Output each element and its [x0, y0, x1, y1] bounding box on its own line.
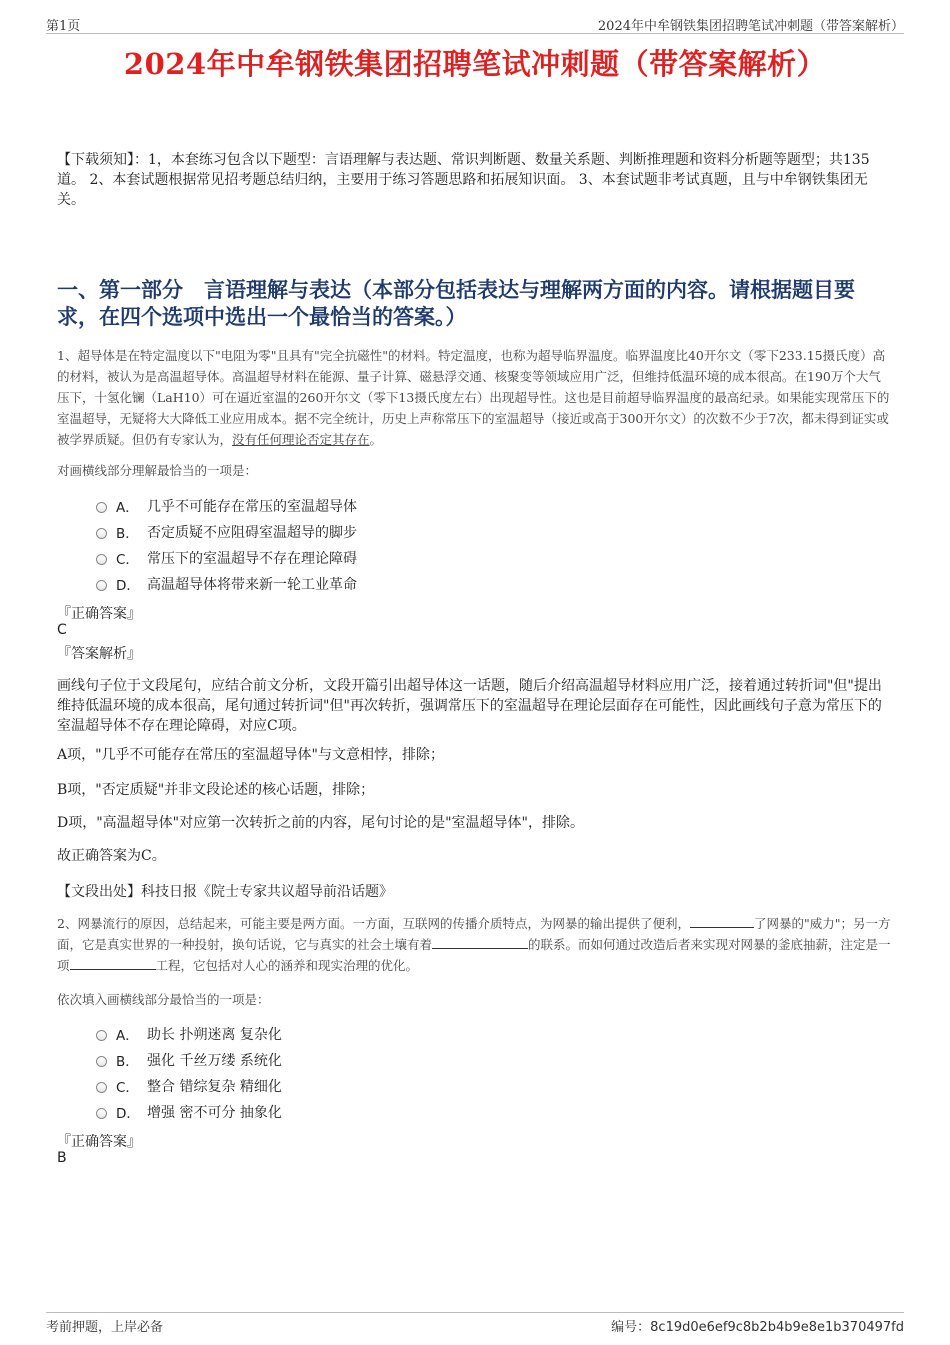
option-text: 助长 扑朔迷离 复杂化	[147, 1027, 282, 1043]
question-2-text: 的联系。而如何通过改造后者来实现对网暴的釜底抽薪，注定是一项	[57, 937, 891, 973]
radio-icon[interactable]	[96, 1030, 107, 1041]
option-letter: A．	[116, 500, 139, 516]
question-1-option-d[interactable]	[96, 573, 357, 595]
fill-blank-1	[690, 915, 754, 928]
question-1-passage	[57, 345, 892, 450]
radio-icon[interactable]	[96, 554, 107, 565]
question-1-analysis-paragraph: A项，"几乎不可能存在常压的室温超导体"与文意相悖，排除；	[57, 747, 444, 763]
question-1-option-a[interactable]	[96, 495, 357, 517]
option-letter: D．	[116, 578, 140, 594]
question-2-option-c[interactable]	[96, 1075, 282, 1097]
question-1-answer-label: 『正确答案』	[57, 606, 141, 622]
fill-blank-2	[432, 936, 528, 949]
option-text: 整合 错综复杂 精细化	[147, 1079, 282, 1095]
question-1-option-c[interactable]	[96, 547, 357, 569]
question-2-text: 工程，它包括对人心的涵养和现实治理的优化。	[155, 958, 419, 973]
download-notice: 【下载须知】：1，本套练习包含以下题型：言语理解与表达题、常识判断题、数量关系题、判断推理题和资料分析题等题型；共135道。 2、本套试题根据常见招考题总结归纳，主要用于练习答题思路和拓展知识面。 3、本套试题非考试真题，且与中牟钢铁集团无关。	[57, 152, 870, 208]
option-text: 否定质疑不应阻碍室温超导的脚步	[147, 525, 357, 541]
option-letter: C．	[116, 552, 139, 568]
question-2-text: 了网暴的"威力"；另一方面，它是真实世界的一种投射，换句话说，它与真实的社会土壤有着	[57, 916, 891, 952]
question-1-prompt: 对画横线部分理解最恰当的一项是：	[57, 463, 258, 478]
question-1-answer: C	[57, 622, 67, 638]
question-1-analysis-paragraph: 画线句子位于文段尾句，应结合前文分析，文段开篇引出超导体这一话题，随后介绍高温超导材料应用广泛，接着通过转折词"但"提出维持低温环境的成本很高，尾句通过转折词"但"再次转折，强调常压下的室温超导在理论层面存在可能性，因此画线句子意为常压下的室温超导体不存在理论障碍，对应C项。	[57, 678, 882, 734]
fill-blank-3	[70, 957, 156, 970]
option-letter: D．	[116, 1106, 140, 1122]
page-number: 第1页	[46, 19, 81, 34]
radio-icon[interactable]	[96, 580, 107, 591]
question-1-option-b[interactable]	[96, 521, 357, 543]
question-2-text: 2、网暴流行的原因，总结起来，可能主要是两方面。一方面，互联网的传播介质特点，为网暴的输出提供了便利，	[57, 916, 690, 931]
question-1-underlined-phrase: 没有任何理论否定其存在	[232, 432, 370, 447]
option-text: 增强 密不可分 抽象化	[147, 1105, 282, 1121]
question-1-text-end: 。	[369, 432, 383, 447]
radio-icon[interactable]	[96, 1082, 107, 1093]
document-code-value: 8c19d0e6ef9c8b2b4b9e8e1b370497fd	[650, 1320, 904, 1335]
option-text: 高温超导体将带来新一轮工业革命	[147, 577, 357, 593]
question-1-text: 1、超导体是在特定温度以下"电阻为零"且具有"完全抗磁性"的材料。特定温度，也称为超导临界温度。临界温度比40开尔文（零下233.15摄氏度）高的材料，被认为是高温超导体。高温超导材料在能源、量子计算、磁悬浮交通、核聚变等领域应用广泛，但维持低温环境的成本很高。在190万个大气压下，十氢化镧（LaH10）可在逼近室温的260开尔文（零下13摄氏度左右）出现超导性。这也是目前超导临界温度的最高纪录。如果能实现常压下的室温超导，无疑将大大降低工业应用成本。据不完全统计，历史上声称常压下的室温超导（接近或高于300开尔文）的次数不少于7次，都未得到证实或被学界质疑。但仍有专家认为，	[57, 348, 890, 447]
question-1-analysis-paragraph: B项，"否定质疑"并非文段论述的核心话题，排除；	[57, 782, 375, 798]
running-title: 2024年中牟钢铁集团招聘笔试冲刺题（带答案解析）	[597, 19, 904, 34]
option-text: 常压下的室温超导不存在理论障碍	[147, 551, 357, 567]
page-header	[46, 12, 904, 34]
option-letter: A．	[116, 1028, 139, 1044]
question-2-prompt: 依次填入画横线部分最恰当的一项是：	[57, 992, 270, 1007]
question-2-passage	[57, 913, 892, 976]
footer-slogan: 考前押题，上岸必备	[46, 1320, 164, 1335]
option-text: 强化 千丝万缕 系统化	[147, 1053, 282, 1069]
option-text: 几乎不可能存在常压的室温超导体	[147, 499, 357, 515]
document-code-label: 编号：	[611, 1320, 651, 1335]
section-heading: 一、第一部分 言语理解与表达（本部分包括表达与理解两方面的内容。请根据题目要求，在四个选项中选出一个最恰当的答案。）	[57, 277, 855, 329]
question-2-option-d[interactable]	[96, 1101, 282, 1123]
question-1-analysis-label: 『答案解析』	[57, 646, 141, 662]
document-code	[611, 1316, 904, 1335]
option-letter: B．	[116, 526, 139, 542]
radio-icon[interactable]	[96, 502, 107, 513]
radio-icon[interactable]	[96, 528, 107, 539]
option-letter: C．	[116, 1080, 139, 1096]
question-2-option-b[interactable]	[96, 1049, 282, 1071]
radio-icon[interactable]	[96, 1056, 107, 1067]
question-2-answer: B	[57, 1150, 67, 1166]
question-2-answer-label: 『正确答案』	[57, 1134, 141, 1150]
question-1-source: 【文段出处】科技日报《院士专家共议超导前沿话题》	[57, 884, 393, 900]
question-1-analysis-paragraph: D项，"高温超导体"对应第一次转折之前的内容，尾句讨论的是"室温超导体"，排除。	[57, 815, 584, 831]
document-title: 2024年中牟钢铁集团招聘笔试冲刺题（带答案解析）	[123, 47, 827, 81]
radio-icon[interactable]	[96, 1108, 107, 1119]
question-1-analysis-paragraph: 故正确答案为C。	[57, 848, 166, 864]
question-2-option-a[interactable]	[96, 1023, 282, 1045]
option-letter: B．	[116, 1054, 139, 1070]
page-footer	[46, 1312, 904, 1336]
